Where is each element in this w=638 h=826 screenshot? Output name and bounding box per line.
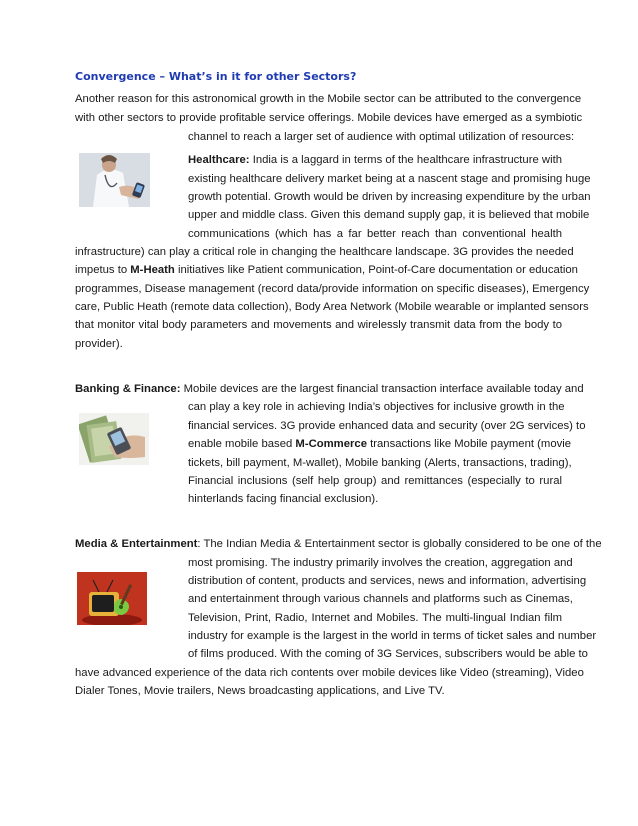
banking-line: can play a key role in achieving India’s objectives for inclusive growth in the — [188, 401, 565, 413]
healthcare-line: growth potential. Growth would be driven by increasing expenditure by the urban — [188, 191, 591, 203]
media-line: and entertainment through various channels and platforms such as Cinemas, — [188, 593, 573, 605]
m-heath-term: M-Heath — [130, 264, 175, 276]
banking-line: Financial inclusions (self help group) and remittances (especially to rural — [188, 475, 562, 487]
healthcare-line: that monitor vital body parameters and movements and wirelessly transmit data from the body to — [75, 319, 562, 331]
media-line: Media & Entertainment: The Indian Media & Entertainment sector is globally considered to be one of the — [75, 538, 602, 550]
healthcare-line: Healthcare: India is a laggard in terms of the healthcare infrastructure with — [188, 154, 562, 166]
media-line: Television, Print, Radio, Internet and Mobiles. The multi-lingual Indian film — [188, 612, 562, 624]
media-line: industry for example is the largest in the world in terms of ticket sales and number — [188, 630, 597, 642]
media-tv-guitar-image — [77, 572, 147, 625]
healthcare-doctor-image — [79, 153, 150, 207]
healthcare-line: impetus to M-Heath initiatives like Patient communication, Point-of-Care documentation or education — [75, 264, 578, 276]
banking-line: Banking & Finance: Mobile devices are the largest financial transaction interface available today and — [75, 383, 584, 395]
intro-line: Another reason for this astronomical growth in the Mobile sector can be attributed to the convergence — [75, 93, 582, 105]
banking-line: financial services. 3G provide enhanced data and security (over 2G services) to — [188, 420, 586, 432]
intro-line: with other sectors to provide profitable service offerings. Mobile devices have emerged as a symbiotic — [75, 112, 583, 124]
section-heading: Convergence – What’s in it for other Sectors? — [75, 70, 357, 83]
banking-money-phone-image — [79, 413, 149, 465]
banking-line: enable mobile based M-Commerce transactions like Mobile payment (movie — [188, 438, 572, 450]
m-commerce-term: M-Commerce — [295, 438, 367, 450]
media-line: distribution of content, products and services, news and information, advertising — [188, 575, 587, 587]
healthcare-title: Healthcare: — [188, 154, 250, 166]
banking-line: tickets, bill payment, M-wallet), Mobile banking (Alerts, transactions, trading), — [188, 457, 572, 469]
media-line: of films produced. With the coming of 3G Services, subscribers would be able to — [188, 648, 588, 660]
banking-title: Banking & Finance: — [75, 383, 181, 395]
healthcare-line: upper and middle class. Given this demand supply gap, it is believed that mobile — [188, 209, 590, 221]
healthcare-line: existing healthcare delivery market being at a nascent stage and promising huge — [188, 173, 591, 185]
media-line: most promising. The industry primarily involves the creation, aggregation and — [188, 557, 573, 569]
media-line: have advanced experience of the data rich contents over mobile devices like Video (streaming), Video — [75, 667, 584, 679]
healthcare-line: programmes, Disease management (record data/provide information on specific diseases), Emergency — [75, 283, 590, 295]
media-title: Media & Entertainment — [75, 538, 198, 550]
intro-line: channel to reach a larger set of audience with optimal utilization of resources: — [188, 131, 575, 143]
healthcare-line: provider). — [75, 338, 123, 350]
healthcare-line: infrastructure) can play a critical role in changing the healthcare landscape. 3G provides the needed — [75, 246, 574, 258]
healthcare-line: care, Public Heath (remote data collection), Body Area Network (Mobile wearable or implanted sensors — [75, 301, 589, 313]
media-line: Dialer Tones, Movie trailers, News broadcasting applications, and Live TV. — [75, 685, 445, 697]
banking-line: hinterlands facing financial exclusion). — [188, 493, 379, 505]
healthcare-line: communications (which has a far better reach than conventional health — [188, 228, 562, 240]
